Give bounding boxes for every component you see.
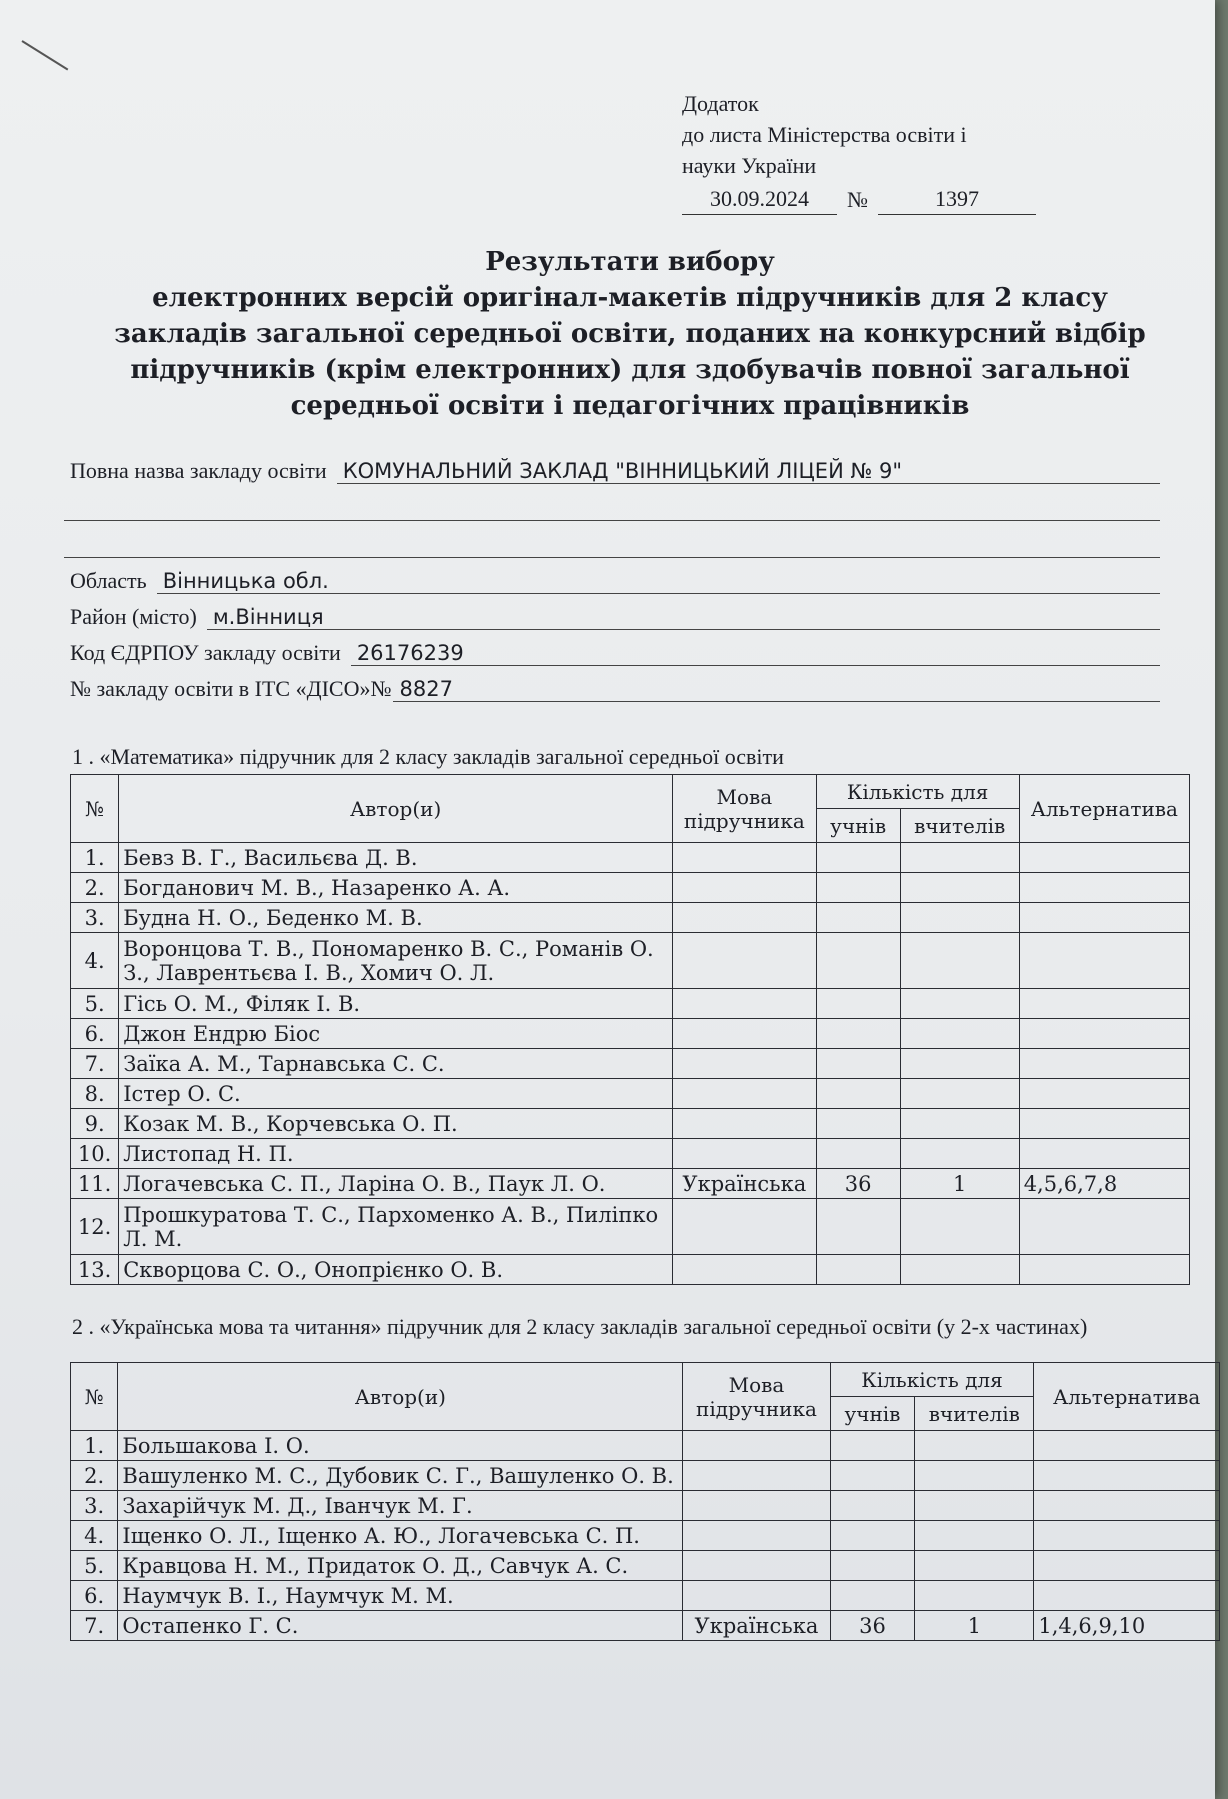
row-language [683,1491,830,1521]
table-row [71,843,1190,873]
table-row [71,1461,1220,1491]
title-line: електронних версій оригінал-макетів підручників для 2 класу [152,283,1108,313]
row-alternative [1019,1049,1189,1079]
title-line: закладів загальної середньої освіти, поданих на конкурсний відбір [114,319,1146,349]
row-language [673,843,817,873]
row-teachers [900,1049,1019,1079]
row-teachers: 1 [915,1611,1034,1641]
row-authors: Бевз В. Г., Васильєва Д. В. [119,843,673,873]
section-2-caption: 2 . «Українська мова та читання» підручник для 2 класу закладів загальної середньої освіти (у 2-х частинах) [72,1314,1088,1339]
header-teachers: вчителів [900,809,1019,843]
row-teachers [900,1139,1019,1169]
row-language [683,1431,830,1461]
row-number: 7. [71,1611,118,1641]
row-teachers [915,1521,1034,1551]
row-teachers [915,1491,1034,1521]
field-label: Повна назва закладу освіти [70,458,327,483]
row-number: 4. [71,1521,118,1551]
row-teachers [900,843,1019,873]
row-teachers [900,903,1019,933]
row-students [816,1079,900,1109]
row-number: 3. [71,903,119,933]
table-row [71,1079,1190,1109]
row-teachers [915,1431,1034,1461]
table-row [71,1611,1220,1641]
row-teachers [900,1199,1019,1255]
row-alternative [1019,1079,1189,1109]
row-language [673,1199,817,1255]
row-authors: Листопад Н. П. [119,1139,673,1169]
row-language [673,1255,817,1285]
row-number: 2. [71,873,119,903]
row-number: 2. [71,1461,118,1491]
document-title [60,244,1200,424]
field-value: м.Вінниця [207,605,1160,630]
header-teachers: вчителів [915,1397,1034,1431]
row-alternative [1019,933,1189,989]
header-students: учнів [830,1397,915,1431]
row-teachers [900,1255,1019,1285]
row-language: Українська [683,1611,830,1641]
header-authors: Автор(и) [118,1363,683,1431]
table-row [71,1491,1220,1521]
row-number: 6. [71,1019,119,1049]
row-authors: Логачевська С. П., Ларіна О. В., Паук Л. О. [119,1169,673,1199]
row-authors: Остапенко Г. С. [118,1611,683,1641]
row-authors: Наумчук В. І., Наумчук М. М. [118,1581,683,1611]
header-num: № [71,1363,118,1431]
table-row [71,1109,1190,1139]
row-language [683,1551,830,1581]
row-students [830,1521,915,1551]
row-authors: Захарійчук М. Д., Іванчук М. Г. [118,1491,683,1521]
row-alternative [1019,1199,1189,1255]
row-number: 10. [71,1139,119,1169]
table-row [71,933,1190,989]
row-alternative [1034,1521,1220,1551]
blank-line [64,521,1160,558]
row-alternative [1034,1581,1220,1611]
table-row [71,1551,1220,1581]
letter-date: 30.09.2024 [682,183,837,215]
field-label: Район (місто) [70,604,197,629]
row-authors: Заїка А. М., Тарнавська С. С. [119,1049,673,1079]
row-alternative [1019,989,1189,1019]
institution-name-field [70,448,1160,484]
header-authors: Автор(и) [119,775,673,843]
header-language: Мова підручника [673,775,817,843]
field-value: 26176239 [351,641,1160,666]
row-alternative [1019,1255,1189,1285]
row-teachers [900,989,1019,1019]
row-teachers: 1 [900,1169,1019,1199]
row-number: 6. [71,1581,118,1611]
title-line: підручників (крім електронних) для здобувачів повної загальної [130,355,1130,385]
row-number: 4. [71,933,119,989]
row-students [830,1431,915,1461]
row-alternative [1019,1139,1189,1169]
row-authors: Іщенко О. Л., Іщенко А. Ю., Логачевська С. П. [118,1521,683,1551]
appendix-line: Додаток [682,91,759,116]
field-value: 8827 [393,677,1160,702]
letter-number: 1397 [878,183,1036,215]
row-students [816,1109,900,1139]
row-alternative [1019,843,1189,873]
row-alternative [1034,1461,1220,1491]
table-row [71,1431,1220,1461]
header-quantity: Кількість для [830,1363,1034,1397]
row-language [673,903,817,933]
row-alternative: 4,5,6,7,8 [1019,1169,1189,1199]
field-label: Код ЄДРПОУ закладу освіти [70,640,341,665]
row-students: 36 [830,1611,915,1641]
row-language [673,1019,817,1049]
row-teachers [900,873,1019,903]
header-alternative: Альтернатива [1019,775,1189,843]
row-number: 12. [71,1199,119,1255]
row-teachers [915,1461,1034,1491]
row-alternative [1019,873,1189,903]
table-row [71,1521,1220,1551]
field-value: Вінницька обл. [157,569,1160,594]
row-students [816,933,900,989]
row-authors: Кравцова Н. М., Придаток О. Д., Савчук А. С. [118,1551,683,1581]
row-language [673,989,817,1019]
math-textbook-table [70,774,1190,1285]
row-authors: Будна Н. О., Беденко М. В. [119,903,673,933]
table-row [71,1169,1190,1199]
row-alternative [1034,1431,1220,1461]
row-teachers [900,933,1019,989]
row-language: Українська [673,1169,817,1199]
header-language: Мова підручника [683,1363,830,1431]
row-students [816,1049,900,1079]
row-number: 11. [71,1169,119,1199]
row-alternative [1019,1109,1189,1139]
field-label: № закладу освіти в ІТС «ДІСО»№ [70,676,392,701]
blank-line [64,484,1160,521]
row-language [683,1521,830,1551]
table-row [71,1019,1190,1049]
row-authors: Джон Ендрю Біос [119,1019,673,1049]
appendix-line: науки України [682,153,817,178]
row-teachers [915,1551,1034,1581]
row-students [830,1551,915,1581]
table-row [71,1199,1190,1255]
number-sign: № [847,187,868,212]
row-students [816,1019,900,1049]
row-students [816,873,900,903]
row-language [673,1109,817,1139]
section-1-caption: 1 . «Математика» підручник для 2 класу закладів загальної середньої освіти [72,744,784,769]
row-authors: Прошкуратова Т. С., Пархоменко А. В., Пиліпко Л. М. [119,1199,673,1255]
row-students [816,903,900,933]
institution-fields [70,448,1160,702]
title-line: середньої освіти і педагогічних працівників [290,391,970,421]
appendix-block [682,88,1062,215]
row-language [673,1139,817,1169]
row-alternative: 1,4,6,9,10 [1034,1611,1220,1641]
title-line: Результати вибору [485,247,775,277]
row-number: 1. [71,1431,118,1461]
row-alternative [1034,1491,1220,1521]
row-students [816,1139,900,1169]
row-number: 7. [71,1049,119,1079]
row-students [830,1581,915,1611]
row-authors: Гісь О. М., Філяк І. В. [119,989,673,1019]
row-authors: Істер О. С. [119,1079,673,1109]
district-field [70,594,1160,630]
region-field [70,558,1160,594]
row-teachers [915,1581,1034,1611]
row-language [683,1581,830,1611]
edrpou-field [70,630,1160,666]
row-alternative [1034,1551,1220,1581]
row-number: 5. [71,989,119,1019]
table-row [71,989,1190,1019]
header-num: № [71,775,119,843]
row-language [673,1049,817,1079]
header-quantity: Кількість для [816,775,1019,809]
row-number: 9. [71,1109,119,1139]
row-number: 8. [71,1079,119,1109]
row-students [816,989,900,1019]
header-alternative: Альтернатива [1034,1363,1220,1431]
row-authors: Воронцова Т. В., Пономаренко В. С., Романів О. З., Лаврентьєва І. В., Хомич О. Л. [119,933,673,989]
table-row [71,1255,1190,1285]
row-teachers [900,1109,1019,1139]
letter-reference [682,183,1062,215]
row-number: 1. [71,843,119,873]
row-students [816,1199,900,1255]
row-authors: Козак М. В., Корчевська О. П. [119,1109,673,1139]
row-language [673,1079,817,1109]
pencil-mark [21,40,68,70]
table-row [71,1049,1190,1079]
row-language [683,1461,830,1491]
header-students: учнів [816,809,900,843]
itc-field [70,666,1160,702]
table-row [71,1139,1190,1169]
row-authors: Скворцова С. О., Онопрієнко О. В. [119,1255,673,1285]
row-alternative [1019,903,1189,933]
row-language [673,873,817,903]
row-number: 3. [71,1491,118,1521]
row-language [673,933,817,989]
row-teachers [900,1079,1019,1109]
row-authors: Большакова І. О. [118,1431,683,1461]
row-students [816,843,900,873]
row-alternative [1019,1019,1189,1049]
field-label: Область [70,568,147,593]
row-authors: Вашуленко М. С., Дубовик С. Г., Вашуленко О. В. [118,1461,683,1491]
row-students [830,1461,915,1491]
table-row [71,903,1190,933]
row-students: 36 [816,1169,900,1199]
row-number: 13. [71,1255,119,1285]
appendix-line: до листа Міністерства освіти і [682,122,967,147]
row-students [830,1491,915,1521]
row-number: 5. [71,1551,118,1581]
field-value: КОМУНАЛЬНИЙ ЗАКЛАД "ВІННИЦЬКИЙ ЛІЦЕЙ № 9" [337,459,1160,484]
row-authors: Богданович М. В., Назаренко А. А. [119,873,673,903]
ukrainian-textbook-table [70,1362,1220,1641]
row-teachers [900,1019,1019,1049]
table-row [71,873,1190,903]
row-students [816,1255,900,1285]
table-row [71,1581,1220,1611]
